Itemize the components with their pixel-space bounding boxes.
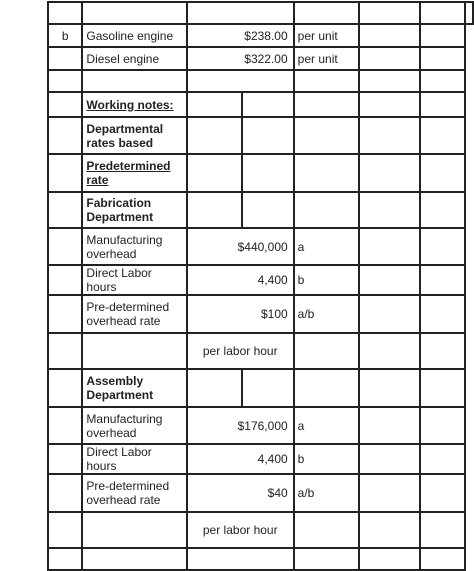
cell[interactable] xyxy=(294,512,359,548)
cell[interactable] xyxy=(420,474,465,512)
cell[interactable] xyxy=(359,192,420,228)
cell[interactable] xyxy=(82,70,186,92)
cell[interactable] xyxy=(48,154,82,192)
cell[interactable] xyxy=(359,70,420,92)
cell[interactable] xyxy=(420,333,465,369)
predetermined-rate-heading: Predetermined rate xyxy=(82,154,186,192)
cell[interactable] xyxy=(48,47,82,70)
cell[interactable] xyxy=(187,117,242,154)
cell[interactable] xyxy=(82,333,186,369)
ref-cell: b xyxy=(294,265,359,295)
cell[interactable] xyxy=(48,265,82,295)
cell[interactable] xyxy=(187,154,242,192)
table-row xyxy=(48,369,473,407)
ref-cell: b xyxy=(294,444,359,474)
cell[interactable] xyxy=(420,154,465,192)
cell[interactable] xyxy=(187,548,294,570)
cell[interactable] xyxy=(48,70,82,92)
cell[interactable] xyxy=(48,295,82,333)
cell[interactable] xyxy=(294,333,359,369)
cell[interactable] xyxy=(294,2,359,24)
table-row xyxy=(48,92,473,117)
cell[interactable] xyxy=(359,474,420,512)
cell[interactable] xyxy=(420,70,465,92)
row-label: Manufacturing overhead xyxy=(82,407,186,444)
departmental-rates-heading: Departmental rates based xyxy=(82,117,186,154)
table-row xyxy=(48,70,473,92)
table-row xyxy=(48,444,473,474)
cell[interactable] xyxy=(420,117,465,154)
cell[interactable] xyxy=(359,295,420,333)
ref-cell: a xyxy=(294,228,359,265)
cell[interactable] xyxy=(48,512,82,548)
cell[interactable] xyxy=(359,333,420,369)
rate-unit-cell: per labor hour xyxy=(187,333,294,369)
amount-cell: $176,000 xyxy=(187,407,294,444)
cell[interactable] xyxy=(187,92,242,117)
cell[interactable] xyxy=(359,512,420,548)
assembly-heading: Assembly Department xyxy=(82,369,186,407)
table-row xyxy=(48,192,473,228)
amount-cell: $238.00 xyxy=(187,24,294,47)
amount-cell: $322.00 xyxy=(187,47,294,70)
cell[interactable] xyxy=(359,407,420,444)
cell[interactable] xyxy=(48,444,82,474)
table-row xyxy=(48,228,473,265)
cell[interactable] xyxy=(359,369,420,407)
cell[interactable] xyxy=(420,24,465,47)
cell[interactable] xyxy=(82,2,186,24)
table-row xyxy=(48,407,473,444)
cell[interactable] xyxy=(242,117,294,154)
table-row xyxy=(48,154,473,192)
cell[interactable] xyxy=(48,228,82,265)
cell[interactable] xyxy=(420,228,465,265)
table-row xyxy=(48,548,473,570)
row-label: Manufacturing overhead xyxy=(82,228,186,265)
table-row xyxy=(48,2,473,24)
cell[interactable] xyxy=(420,265,465,295)
amount-cell: $40 xyxy=(187,474,294,512)
cell[interactable] xyxy=(294,369,359,407)
cell[interactable] xyxy=(420,369,465,407)
cell[interactable] xyxy=(48,369,82,407)
cell[interactable] xyxy=(242,192,294,228)
cell[interactable] xyxy=(187,192,242,228)
ref-cell: a xyxy=(294,407,359,444)
cell[interactable] xyxy=(359,47,420,70)
fabrication-heading: Fabrication Department xyxy=(82,192,186,228)
cell[interactable] xyxy=(420,192,465,228)
cell[interactable] xyxy=(187,70,294,92)
cell[interactable] xyxy=(294,192,359,228)
cell[interactable] xyxy=(242,369,294,407)
cell[interactable] xyxy=(294,92,359,117)
cell[interactable] xyxy=(48,117,82,154)
table-row xyxy=(48,333,473,369)
cell[interactable] xyxy=(82,512,186,548)
cell[interactable] xyxy=(359,24,420,47)
row-label: Diesel engine xyxy=(82,47,186,70)
cell[interactable] xyxy=(420,295,465,333)
cell[interactable] xyxy=(82,548,186,570)
cell[interactable] xyxy=(359,265,420,295)
cell[interactable] xyxy=(465,2,473,24)
cell[interactable] xyxy=(420,444,465,474)
table-row xyxy=(48,474,473,512)
table-row xyxy=(48,117,473,154)
ref-cell: a/b xyxy=(294,295,359,333)
cell[interactable] xyxy=(420,407,465,444)
table-row xyxy=(48,265,473,295)
cell[interactable] xyxy=(48,192,82,228)
amount-cell: $440,000 xyxy=(187,228,294,265)
cell[interactable] xyxy=(359,117,420,154)
cell[interactable] xyxy=(359,154,420,192)
ref-cell: a/b xyxy=(294,474,359,512)
amount-cell: 4,400 xyxy=(187,444,294,474)
table-row xyxy=(48,512,473,548)
table-row xyxy=(48,24,473,47)
worksheet-table xyxy=(47,1,474,571)
row-label: Direct Labor hours xyxy=(82,265,186,295)
cell[interactable] xyxy=(420,92,465,117)
cell[interactable] xyxy=(420,2,465,24)
rate-unit-cell: per labor hour xyxy=(187,512,294,548)
unit-cell: per unit xyxy=(294,47,359,70)
cell[interactable] xyxy=(48,548,82,570)
cell[interactable] xyxy=(359,92,420,117)
cell[interactable] xyxy=(359,444,420,474)
row-label: Direct Labor hours xyxy=(82,444,186,474)
cell[interactable] xyxy=(48,333,82,369)
cell[interactable] xyxy=(294,548,359,570)
part-marker: b xyxy=(48,24,82,47)
row-label: Gasoline engine xyxy=(82,24,186,47)
cell[interactable] xyxy=(48,2,82,24)
row-label: Pre-determined overhead rate xyxy=(82,295,186,333)
cell[interactable] xyxy=(420,512,465,548)
cell[interactable] xyxy=(187,2,294,24)
cell[interactable] xyxy=(294,154,359,192)
cell[interactable] xyxy=(48,92,82,117)
amount-cell: $100 xyxy=(187,295,294,333)
cell[interactable] xyxy=(294,117,359,154)
cell[interactable] xyxy=(420,47,465,70)
cell[interactable] xyxy=(187,369,242,407)
cell[interactable] xyxy=(420,548,465,570)
unit-cell: per unit xyxy=(294,24,359,47)
cell[interactable] xyxy=(242,154,294,192)
cell[interactable] xyxy=(359,2,420,24)
row-label: Pre-determined overhead rate xyxy=(82,474,186,512)
working-notes-heading: Working notes: xyxy=(82,92,186,117)
cell[interactable] xyxy=(359,548,420,570)
cell[interactable] xyxy=(48,407,82,444)
table-row xyxy=(48,47,473,70)
table-row xyxy=(48,295,473,333)
cell[interactable] xyxy=(294,70,359,92)
cell[interactable] xyxy=(242,92,294,117)
cell[interactable] xyxy=(359,228,420,265)
cell[interactable] xyxy=(48,474,82,512)
amount-cell: 4,400 xyxy=(187,265,294,295)
